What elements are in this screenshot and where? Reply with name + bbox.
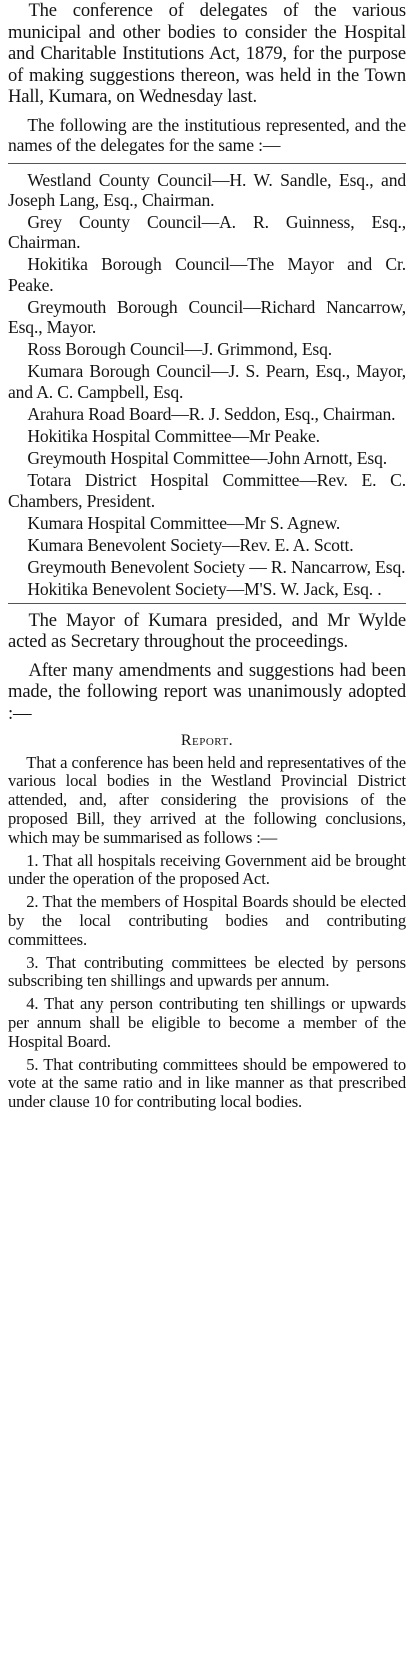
report-point: 2. That the members of Hospital Boards should be elected by the local contributing bodies and contributing committees. [8,892,406,949]
represented-paragraph: The following are the institutious represented, and the names of the delegates for the same :— [8,114,406,156]
divider [8,603,406,604]
report-point: 1. That all hospitals receiving Government aid be brought under the operation of the proposed Act. [8,850,406,889]
delegate-list [8,170,406,600]
delegate-entry: Ross Borough Council—J. Grimmond, Esq. [27,339,333,360]
divider [8,163,406,164]
report-point: 5. That contributing committees should be empowered to vote at the same ratio and in like manner as that prescribed under clause 10 for contributing local bodies. [8,1054,406,1112]
delegate-entry: Greymouth Hospital Committee—John Arnott, Esq. [27,448,387,469]
delegate-entry: Westland County Council—H. W. Sandle, Esq., and Joseph Lang, Esq., Chairman. [8,169,406,210]
delegate-entry: Kumara Hospital Committee—Mr S. Agnew. [27,512,341,533]
delegate-entry: Kumara Benevolent Society—Rev. E. A. Scott. [27,535,354,556]
delegate-entry: Hokitika Benevolent Society—M'S. W. Jack, Esq. . [27,579,382,600]
delegate-entry: Arahura Road Board—R. J. Seddon, Esq., Chairman. [27,403,396,424]
adopted-paragraph: After many amendments and suggestions had been made, the following report was unanimously adopted :— [8,659,406,724]
delegate-entry: Hokitika Hospital Committee—Mr Peake. [27,426,320,446]
delegate-entry: Greymouth Benevolent Society — R. Nancarrow, Esq. [27,557,406,578]
report-point: 3. That contributing committees be elected by persons subscribing ten shillings and upwards per annum. [8,952,406,991]
report-heading: Report. [180,731,234,749]
delegate-entry: Greymouth Borough Council—Richard Nancarrow, Esq., Mayor. [8,296,406,337]
delegate-entry: Hokitika Borough Council—The Mayor and Cr. Peake. [8,254,406,295]
report-point: 4. That any person contributing ten shillings or upwards per annum shall be eligible to become a member of the Hospital Board. [8,994,406,1051]
report-intro: That a conference has been held and representatives of the various local bodies in the Westland Provincial District attended, and, after considering the provisions of the proposed Bill, they arrived at the following conclusions, which may be summarised as follows :— [8,752,406,847]
intro-paragraph: The conference of delegates of the various municipal and other bodies to consider the Hospital and Charitable Institutions Act, 1879, for the purpose of making suggestions thereon, was held in the Town Hall, Kumara, on Wednesday last. [8,0,406,108]
delegate-entry: Kumara Borough Council—J. S. Pearn, Esq., Mayor, and A. C. Campbell, Esq. [8,361,406,402]
delegate-entry: Grey County Council—A. R. Guinness, Esq., Chairman. [8,211,406,253]
delegate-entry: Totara District Hospital Committee—Rev. E. C. Chambers, President. [8,470,406,511]
presided-paragraph: The Mayor of Kumara presided, and Mr Wylde acted as Secretary throughout the proceedings. [8,609,406,653]
